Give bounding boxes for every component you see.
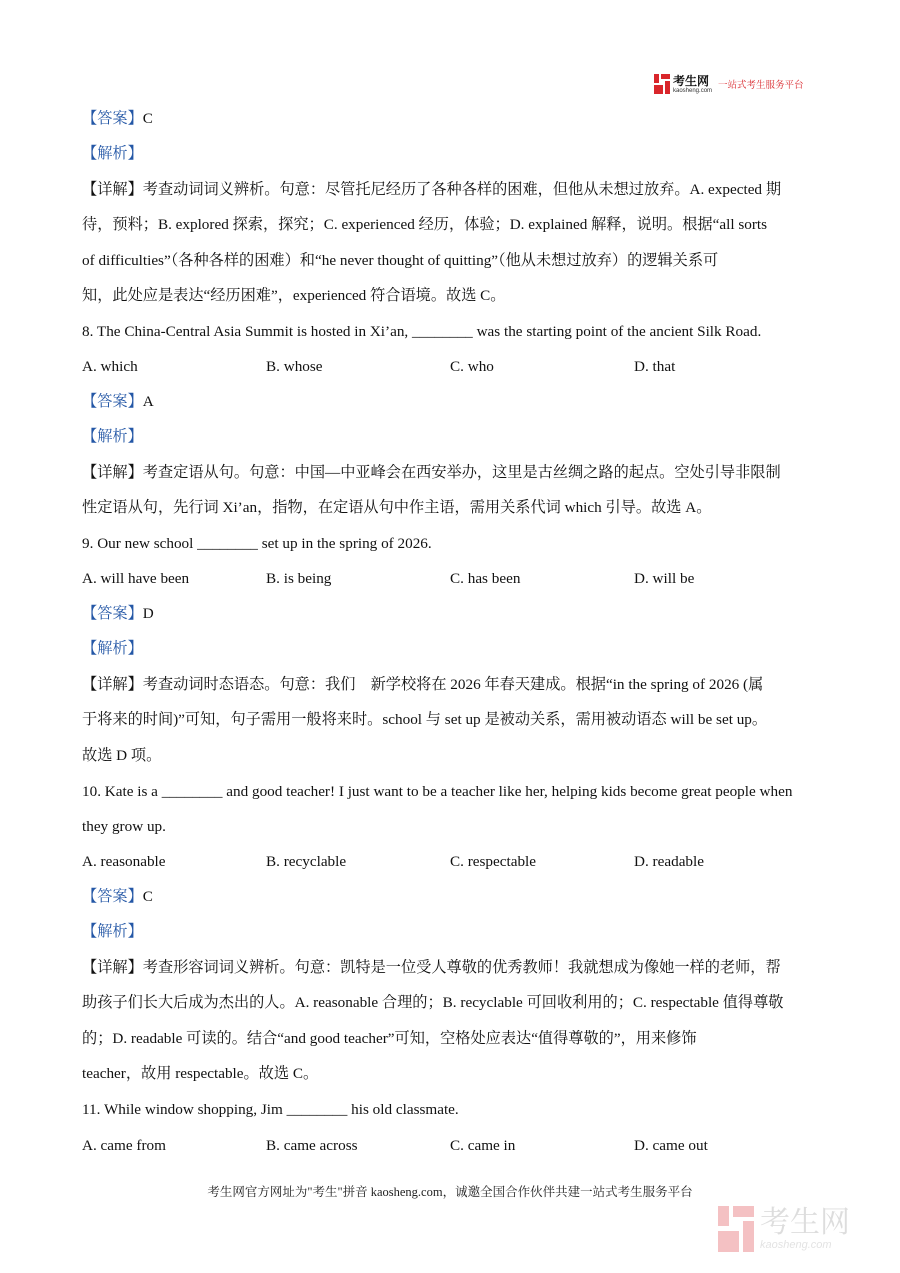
explanation-line: teacher，故用 respectable。故选 C。	[82, 1065, 319, 1082]
explanation-line: 故选 D 项。	[82, 747, 162, 764]
question-10-cont: they grow up.	[82, 818, 166, 835]
kaosheng-logo-icon	[654, 74, 670, 94]
answer-line-q7	[82, 109, 153, 129]
option-a: A. came from	[82, 1137, 166, 1154]
answer-value: A	[142, 393, 154, 410]
watermark	[718, 1206, 850, 1252]
brand-url: kaosheng.com	[673, 87, 713, 94]
option-d: D. that	[634, 358, 676, 375]
explanation-line	[82, 675, 763, 695]
watermark-logo-icon	[718, 1206, 754, 1252]
analysis-line-q7	[82, 144, 143, 164]
explanation-line	[82, 958, 781, 978]
explanation-line: 性定语从句，先行词 Xi’an，指物，在定语从句中作主语，需用关系代词 which 引导。故选 A。	[82, 499, 712, 516]
explanation-text: 考查定语从句。句意：中国—中亚峰会在西安举办，这里是古丝绸之路的起点。空处引导非限制	[142, 464, 781, 481]
analysis-line-q9	[82, 639, 143, 659]
option-b: B. came across	[266, 1137, 358, 1154]
watermark-url: kaosheng.com	[760, 1238, 832, 1251]
option-d: D. readable	[634, 853, 704, 870]
explanation-text: 考查动词时态语态。句意：我们 新学校将在 2026 年春天建成。根据“in the spring of 2026 (属	[142, 676, 764, 693]
answer-tag: 【答案】	[82, 393, 143, 410]
explanation-line: of difficulties”（各种各样的困难）和“he never thought of quitting”（他从未想过放弃）的逻辑关系可	[82, 252, 719, 269]
explanation-line: 的；D. readable 可读的。结合“and good teacher”可知，空格处应表达“值得尊敬的”，用来修饰	[82, 1030, 697, 1047]
option-a: A. which	[82, 358, 138, 375]
analysis-tag: 【解析】	[82, 923, 143, 940]
explanation-line: 于将来的时间)”可知，句子需用一般将来时。school 与 set up 是被动关系，需用被动语态 will be set up。	[82, 711, 768, 728]
option-b: B. recyclable	[266, 853, 347, 870]
answer-tag: 【答案】	[82, 110, 143, 127]
answer-tag: 【答案】	[82, 605, 143, 622]
option-c: C. came in	[450, 1137, 516, 1154]
analysis-line-q10	[82, 922, 143, 942]
explanation-line: 知，此处应是表达“经历困难”，experienced 符合语境。故选 C。	[82, 287, 506, 304]
analysis-tag: 【解析】	[82, 145, 143, 162]
explanation-line	[82, 463, 781, 483]
option-c: C. who	[450, 358, 494, 375]
question-9: 9. Our new school ________ set up in the spring of 2026.	[82, 535, 432, 552]
explanation-line: 助孩子们长大后成为杰出的人。A. reasonable 合理的；B. recyclable 可回收利用的；C. respectable 值得尊敬	[82, 994, 784, 1011]
brand-slogan: 一站式考生服务平台	[718, 80, 804, 91]
answer-line-q8	[82, 392, 154, 412]
analysis-tag: 【解析】	[82, 640, 143, 657]
explanation-tag: 【详解】	[82, 676, 143, 693]
option-d: D. will be	[634, 570, 695, 587]
option-a: A. reasonable	[82, 853, 166, 870]
explanation-tag: 【详解】	[82, 464, 143, 481]
header-logo[interactable]	[654, 72, 804, 96]
explanation-line	[82, 180, 781, 200]
option-c: C. respectable	[450, 853, 537, 870]
watermark-brand: 考生网	[760, 1204, 850, 1240]
answer-tag: 【答案】	[82, 888, 143, 905]
analysis-tag: 【解析】	[82, 428, 143, 445]
brand-name: 考生网	[673, 73, 710, 88]
analysis-line-q8	[82, 427, 143, 447]
question-8: 8. The China-Central Asia Summit is hosted in Xi’an, ________ was the starting point of the ancient Silk Road.	[82, 323, 762, 340]
question-11: 11. While window shopping, Jim ________ his old classmate.	[82, 1101, 459, 1118]
explanation-line: 待，预料；B. explored 探索，探究；C. experienced 经历，体验；D. explained 解释，说明。根据“all sorts	[82, 216, 768, 233]
question-10: 10. Kate is a ________ and good teacher! I just want to be a teacher like her, helping kids become great people when	[82, 783, 793, 800]
option-b: B. is being	[266, 570, 332, 587]
page-footer: 考生网官方网址为"考生"拼音 kaosheng.com，诚邀全国合作伙伴共建一站式考生服务平台	[207, 1185, 693, 1199]
answer-value: C	[142, 888, 153, 905]
option-b: B. whose	[266, 358, 323, 375]
option-a: A. will have been	[82, 570, 190, 587]
answer-line-q10	[82, 887, 153, 907]
explanation-tag: 【详解】	[82, 181, 143, 198]
option-c: C. has been	[450, 570, 521, 587]
explanation-text: 考查动词词义辨析。句意：尽管托尼经历了各种各样的困难，但他从未想过放弃。A. expected 期	[142, 181, 782, 198]
explanation-tag: 【详解】	[82, 959, 143, 976]
explanation-text: 考查形容词词义辨析。句意：凯特是一位受人尊敬的优秀教师！我就想成为像她一样的老师，帮	[142, 959, 781, 976]
answer-value: C	[142, 110, 153, 127]
option-d: D. came out	[634, 1137, 708, 1154]
answer-line-q9	[82, 604, 154, 624]
answer-value: D	[142, 605, 154, 622]
